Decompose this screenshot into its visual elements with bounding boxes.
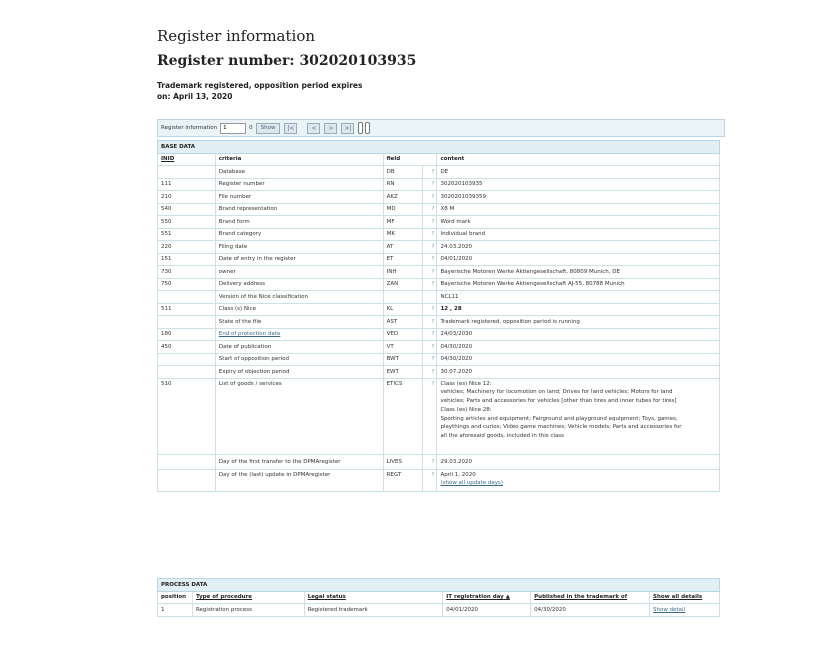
table-row	[158, 191, 720, 204]
table-row	[158, 216, 720, 229]
row-content: Trademark registered, opposition period is running	[437, 316, 720, 329]
row-content: X8 M	[437, 203, 720, 216]
row-inid	[158, 469, 216, 491]
row-criteria: File number	[215, 191, 383, 204]
row-criteria: Brand form	[215, 216, 383, 229]
process-data-table	[157, 578, 720, 617]
row-content: Bayerische Motoren Werke Aktiengesellschaft AJ-55, 80788 Munich	[437, 278, 720, 291]
sort-ascending-icon: ▲	[505, 594, 510, 601]
help-icon[interactable]: ?	[423, 316, 437, 329]
help-icon[interactable]: ?	[423, 228, 437, 241]
row-content: Individual brand	[437, 228, 720, 241]
help-icon[interactable]: ?	[423, 454, 437, 469]
table-row	[158, 454, 720, 469]
row-content: 3020201039359	[437, 191, 720, 204]
table-row	[158, 328, 720, 341]
help-icon[interactable]: ?	[423, 266, 437, 279]
result-count: 0	[249, 125, 253, 131]
row-criteria: Brand category	[215, 228, 383, 241]
help-icon[interactable]: ?	[423, 328, 437, 341]
row-content: 29.03.2020	[437, 454, 720, 469]
row-criteria: Start of opposition period	[215, 353, 383, 366]
help-icon[interactable]: ?	[423, 366, 437, 379]
row-field: AKZ	[383, 191, 423, 204]
row-criteria: State of the file	[215, 316, 383, 329]
row-type: Registration process	[192, 604, 304, 617]
row-inid: 180	[158, 328, 216, 341]
page-title: Register information	[157, 27, 316, 45]
header-field: field	[383, 153, 437, 166]
row-field: ET	[383, 253, 423, 266]
row-inid	[158, 166, 216, 179]
row-content: 24.03.2020	[437, 241, 720, 254]
row-content: 24/03/2030	[437, 328, 720, 341]
show-detail-link[interactable]: Show detail	[653, 606, 686, 613]
help-icon[interactable]: ?	[423, 278, 437, 291]
row-content: Word mark	[437, 216, 720, 229]
process-data-title: PROCESS DATA	[158, 579, 720, 592]
row-field: RN	[383, 178, 423, 191]
goods-line: Sporting articles and equipment; Fairground and playground equipment; Toys, games,	[440, 415, 678, 422]
header-position: position	[158, 591, 193, 604]
register-toolbar	[157, 119, 725, 137]
table-row	[158, 291, 720, 304]
goods-line: vehicles; Machinery for locomotion on land; Drives for land vehicles; Motors for land	[440, 389, 673, 396]
row-field: MF	[383, 216, 423, 229]
status-line-1: Trademark registered, opposition period expires	[157, 81, 363, 90]
show-all-update-days-link[interactable]: (show all update days)	[440, 480, 503, 487]
table-row	[158, 241, 720, 254]
row-criteria: Date of publication	[215, 341, 383, 354]
row-criteria: Day of the first transfer to the DPMAregister	[215, 454, 383, 469]
row-content: 04/30/2020	[437, 341, 720, 354]
row-content: 30.07.2020	[437, 366, 720, 379]
row-field: AT	[383, 241, 423, 254]
table-row	[158, 278, 720, 291]
row-position: 1	[158, 604, 193, 617]
row-criteria: Class (s) Nice	[215, 303, 383, 316]
row-criteria: List of goods / services	[215, 378, 383, 454]
row-criteria: Brand representation	[215, 203, 383, 216]
row-inid: 220	[158, 241, 216, 254]
prev-page-button[interactable]: <	[307, 123, 320, 134]
row-legal-status: Registered trademark	[304, 604, 443, 617]
header-criteria: criteria	[215, 153, 383, 166]
row-content: 04/30/2020	[437, 353, 720, 366]
row-field	[383, 291, 423, 304]
goods-line: Class (es) Nice 12:	[440, 380, 492, 387]
help-icon	[423, 291, 437, 304]
row-inid	[158, 291, 216, 304]
row-content	[437, 469, 720, 491]
row-field: INH	[383, 266, 423, 279]
header-inid[interactable]: INID	[158, 153, 216, 166]
row-inid: 540	[158, 203, 216, 216]
help-icon[interactable]: ?	[423, 378, 437, 454]
row-field: EWT	[383, 366, 423, 379]
row-published: 04/30/2020	[531, 604, 650, 617]
help-icon[interactable]: ?	[423, 469, 437, 491]
table-row	[158, 378, 720, 454]
row-inid: 550	[158, 216, 216, 229]
table-row	[158, 253, 720, 266]
row-field: BWT	[383, 353, 423, 366]
update-date: April 1, 2020	[440, 471, 476, 478]
table-row	[158, 353, 720, 366]
row-criteria	[215, 328, 383, 341]
goods-services-content	[437, 378, 720, 454]
row-field: AST	[383, 316, 423, 329]
row-inid: 210	[158, 191, 216, 204]
row-field: MD	[383, 203, 423, 216]
row-inid: 151	[158, 253, 216, 266]
page-number-input[interactable]	[220, 123, 246, 134]
header-published[interactable]: Published in the trademark of	[531, 591, 650, 604]
row-criteria: Version of the Nice classification	[215, 291, 383, 304]
row-field: MK	[383, 228, 423, 241]
row-criteria: owner	[215, 266, 383, 279]
row-criteria: Day of the (last) update in DPMAregister	[215, 469, 383, 491]
row-criteria: Delivery address	[215, 278, 383, 291]
row-inid: 450	[158, 341, 216, 354]
row-content: NCL11	[437, 291, 720, 304]
row-field: REGT	[383, 469, 423, 491]
row-field: LIVES	[383, 454, 423, 469]
first-page-button[interactable]: |<	[284, 123, 297, 134]
help-icon[interactable]: ?	[423, 303, 437, 316]
table-row	[158, 228, 720, 241]
table-row	[158, 203, 720, 216]
row-content: DE	[437, 166, 720, 179]
help-icon[interactable]: ?	[423, 353, 437, 366]
show-all-details-link[interactable]: Show all details	[650, 591, 720, 604]
help-icon[interactable]: ?	[423, 166, 437, 179]
row-field: KL	[383, 303, 423, 316]
table-row	[158, 178, 720, 191]
end-of-protection-link[interactable]: End of protection date	[218, 331, 281, 338]
base-data-table	[157, 140, 720, 492]
table-row	[158, 604, 720, 617]
help-icon[interactable]: ?	[423, 203, 437, 216]
row-content: 302020103935	[437, 178, 720, 191]
row-inid: 510	[158, 378, 216, 454]
row-inid	[158, 316, 216, 329]
row-inid: 730	[158, 266, 216, 279]
register-number-heading: Register number: 302020103935	[157, 53, 417, 69]
header-legal-status[interactable]: Legal status	[304, 591, 443, 604]
table-row	[158, 469, 720, 491]
row-inid: 511	[158, 303, 216, 316]
header-content: content	[437, 153, 720, 166]
next-page-button[interactable]: >	[324, 123, 337, 134]
row-inid	[158, 366, 216, 379]
row-it-day: 04/01/2020	[443, 604, 531, 617]
help-icon[interactable]: ?	[423, 341, 437, 354]
goods-line: Class (es) Nice 28:	[440, 406, 492, 413]
goods-line: all the aforesaid goods, included in this class	[440, 433, 565, 440]
column-toggle-icon[interactable]	[358, 122, 363, 134]
row-content: 12 , 28	[437, 303, 720, 316]
toolbar-label: Register information	[161, 125, 218, 131]
row-inid: 750	[158, 278, 216, 291]
help-icon[interactable]: ?	[423, 241, 437, 254]
table-row	[158, 303, 720, 316]
row-content: Bayerische Motoren Werke Aktiengesellschaft, 80809 Munich, DE	[437, 266, 720, 279]
help-icon[interactable]: ?	[423, 191, 437, 204]
goods-line: vehicles; Parts and accessories for vehicles [other than tires and inner tubes for tires]	[440, 398, 677, 405]
help-icon[interactable]: ?	[423, 216, 437, 229]
last-page-button[interactable]: >|	[341, 123, 354, 134]
row-field: VED	[383, 328, 423, 341]
row-criteria: Register number	[215, 178, 383, 191]
column-toggle-icon[interactable]	[365, 122, 370, 134]
header-it-registration-day[interactable]: IT registration day ▲	[443, 591, 531, 604]
row-inid	[158, 454, 216, 469]
table-row	[158, 366, 720, 379]
help-icon[interactable]: ?	[423, 253, 437, 266]
row-inid	[158, 353, 216, 366]
trademark-status	[157, 80, 377, 102]
table-row	[158, 166, 720, 179]
base-data-title: BASE DATA	[158, 141, 720, 154]
row-field: VT	[383, 341, 423, 354]
table-row	[158, 341, 720, 354]
help-icon[interactable]: ?	[423, 178, 437, 191]
row-criteria: Database	[215, 166, 383, 179]
row-inid: 551	[158, 228, 216, 241]
row-inid: 111	[158, 178, 216, 191]
row-field: ZAN	[383, 278, 423, 291]
table-row	[158, 316, 720, 329]
header-type-of-procedure[interactable]: Type of procedure	[192, 591, 304, 604]
table-row	[158, 266, 720, 279]
row-criteria: Expiry of objection period	[215, 366, 383, 379]
row-criteria: Date of entry in the register	[215, 253, 383, 266]
row-field: DB	[383, 166, 423, 179]
show-button[interactable]: Show	[256, 123, 281, 134]
row-content: 04/01/2020	[437, 253, 720, 266]
goods-line: playthings and curios; Video game machines; Vehicle models; Parts and accessories for	[440, 424, 682, 431]
status-line-2: on: April 13, 2020	[157, 92, 233, 101]
row-field: ETICS	[383, 378, 423, 454]
row-criteria: Filing date	[215, 241, 383, 254]
